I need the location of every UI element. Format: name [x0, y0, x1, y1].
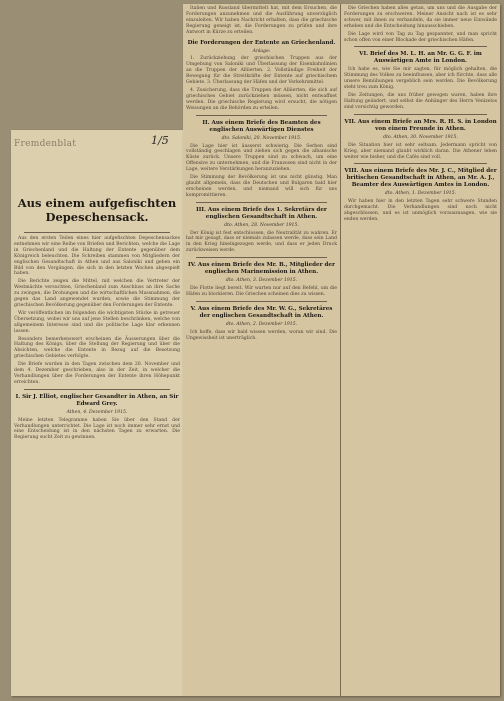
right-clipping: [183, 4, 500, 696]
section-date: dto. Athen, 3. Dezember 1915.: [225, 278, 298, 284]
body-text: Die Griechen haben alles getan, um uns und die Ausgabe der Forderungen zu erschweren. Meiner Ansicht nach ist es sehr schwer, mit ihnen zu verhandeln, da sie immer neue Einwände erheben und die Entscheidung hinausschieben.: [344, 6, 497, 29]
left-column: [11, 130, 183, 696]
masthead: Fremdenblat: [14, 139, 77, 149]
body-text: Italien und Russland übermittelt hat, mit dem Ersuchen, die Forderungen anzunehmen und die Ausführung unverzüglich einzuleiten. Wir haben Nachricht erhalten, dass die griechische Regierung geneigt ist, die Forderungen zu prüfen und ihre Antwort in Kürze zu erteilen.: [186, 6, 337, 35]
section-date: dto. Athen, 30. November 1915.: [383, 134, 458, 140]
section-heading: I. Sir J. Elliot, englischer Gesandter in Athen, an Sir Edward Grey.: [15, 393, 179, 407]
body-text: Die Lage hier ist äusserst schwierig. Die Serben sind vollständig geschlagen und ziehen sich gegen die albanische Küste zurück. Unsere Truppen sind zu schwach, um eine Offensive zu unternehmen, und die Franzosen sind nicht in der Lage, weitere Verstärkungen heranzuziehen.: [186, 143, 337, 173]
left-clipping: [11, 130, 183, 696]
body-text: Die Berichte zeigen die Mittel, mit welchen die Vertreter der Westmächte versuchten, Griechenland zum Anschluss an ihre Sache zu zwingen, die Drohungen und die wirtschaftlichen Massnahmen, die gegen das Land angewendet wurden, sowie die Stimmung der griechischen Bevölkerung gegenüber den Forderungen der Entente.: [14, 279, 180, 308]
body-text: Meine letzten Telegramme haben Sie über den Stand der Verhandlungen unterrichtet. Die Lage ist noch immer sehr ernst und eine Entscheidung ist in den nächsten Tagen zu erwarten. Die Regierung sucht Zeit zu gewinnen.: [14, 417, 180, 441]
section-heading: VI. Brief des M. L. H. an Mr. G. G. F. im Auswärtigen Amte in London.: [359, 51, 482, 65]
divider: [24, 232, 170, 233]
section-heading: III. Aus einem Briefe des 1. Sekretärs der englischen Gesandtschaft in Athen.: [196, 206, 327, 220]
section-heading: VIII. Aus einem Briefe des Mr. J. C., Mitglied der britischen Gesandtschaft in Athen, an Mr. A. J., Beamter des Auswärtigen Amtes in London.: [344, 168, 497, 189]
body-text: Die Zeitungen, die uns früher gewogen waren, haben ihre Haltung geändert, und selbst die Anhänger des Herrn Venizelos sind vorsichtig geworden.: [344, 93, 497, 110]
body-text: Ich habe es, wie Sie mir sagten, für möglich gehalten, die Stimmung des Volkes zu beeinflussen, aber ich fürchte, dass alle unsere Bemühungen vergeblich sein werden. Die Bevölkerung steht treu zum König.: [344, 67, 497, 91]
body-text: Aus den ersten Teilen eines hier aufgefischten Depeschensackes entnehmen wir eine Reihe von Briefen und Berichten, welche die Lage in Griechenland und die Haltung der Entente gegenüber dem Königreich beleuchten. Die Schreiben stammen von Mitgliedern der englischen Gesandtschaft in Athen und aus Saloniki und geben ein Bild von den Vorgängen, die sich in den letzten Wochen abgespielt haben.: [14, 236, 180, 277]
section-date: dto. Athen, 1. Dezember 1915.: [384, 191, 457, 197]
divider: [196, 202, 327, 203]
body-text: Wir haben hier in den letzten Tagen sehr schwere Stunden durchgemacht. Die Verhandlungen sind noch nicht abgeschlossen, und es ist unmöglich vorauszusagen, wie sie enden werden.: [344, 199, 497, 223]
body-text: Die Flotte liegt bereit. Wir warten nur auf den Befehl, um die Häfen zu blockieren. Die Griechen scheinen dies zu wissen.: [186, 286, 337, 297]
section-date: dto. Athen, 28. November 1915.: [224, 222, 299, 228]
body-text: Die Lage wird von Tag zu Tag gespannter, und man spricht schon offen von einer Blockade der griechischen Häfen.: [344, 31, 497, 43]
body-text: 1. Zurückziehung der griechischen Truppen aus der Umgebung von Saloniki und Überlassung der Eisenbahnlinien an die Truppen der Alliierten. 2. Vollständige Freiheit der Bewegung für die Streitkräfte der Entente auf griechischem Gebiete. 3. Überlassung der Häfen und der Verkehrsmittel.: [186, 56, 337, 86]
divider: [196, 115, 327, 116]
section-date: dto. Saloniki, 20. November 1915.: [221, 135, 302, 141]
section-date: dto. Athen, 2. Dezember 1915.: [225, 321, 298, 327]
body-text: Die Stimmung der Bevölkerung ist uns nicht günstig. Man glaubt allgemein, dass die Deutschen und Bulgaren bald hier erscheinen werden, und niemand will sich für uns kompromittieren.: [186, 175, 337, 198]
right-column-a: [183, 4, 341, 696]
body-text: Die Briefe wurden in den Tagen zwischen dem 20. November und dem 4. Dezember geschrieben, also in der Zeit, in welcher die Verhandlungen über die Forderungen der Entente ihren Höhepunkt erreichten.: [14, 362, 180, 385]
divider: [354, 46, 487, 47]
section-date: Athen, 4. Dezember 1915.: [66, 409, 128, 415]
divider: [196, 301, 327, 302]
section-heading: IV. Aus einem Briefe des Mr. B., Mitglieder der englischen Marinemission in Athen.: [188, 262, 335, 276]
section-heading: II. Aus einem Briefe des Beamten des englischen Auswärtigen Dienstes: [202, 119, 321, 133]
handwritten-note: 1/5: [151, 134, 169, 147]
body-text: Wir veröffentlichen im folgenden die wichtigsten Stücke in getreuer Übersetzung, wobei wir uns auf jene Stellen beschränken, welche von allgemeinem Interesse sind und die politische Lage klar erkennen lassen.: [14, 310, 180, 334]
divider: [354, 114, 487, 115]
body-text: Die Situation hier ist sehr seltsam. Jedermann spricht von Krieg, aber niemand glaubt wirklich daran. Die Athener leben weiter wie bisher, und die Cafés sind voll.: [344, 142, 497, 160]
article-title: Aus einem aufgefischten Depeschensack.: [17, 196, 177, 224]
body-text: 4. Zusicherung, dass die Truppen der Alliierten, die sich auf griechisches Gebiet zurückziehen müssen, nicht entwaffnet werden. Die griechische Regierung wird ersucht, die nötigen Weisungen an die Behörden zu erteilen.: [186, 87, 337, 111]
section-label: Anlage:: [252, 48, 271, 54]
section-heading: Die Forderungen der Entente an Griechenland.: [187, 39, 336, 46]
section-heading: V. Aus einem Briefe des Mr. W. G., Sekretäres der englischen Gesandtschaft in Athen.: [190, 305, 333, 319]
divider: [24, 389, 170, 390]
body-text: Der König ist fest entschlossen, die Neutralität zu wahren. Er hat mir gesagt, dass er niemals zulassen werde, dass sein Land in den Krieg hineingezogen werde, und dass er jeden Druck zurückweisen werde.: [186, 230, 337, 254]
divider: [196, 257, 327, 258]
body-text: Ich hoffe, dass wir bald wissen werden, woran wir sind. Die Ungewissheit ist unerträglich.: [186, 329, 337, 341]
body-text: Besonders bemerkenswert erscheinen die Äusserungen über die Haltung des Königs, über die Stellung der Regierung und über die Absichten, welche die Entente in Bezug auf die Besetzung griechischen Gebietes verfolgte.: [14, 336, 180, 360]
section-heading: VII. Aus einem Briefe an Mrs. R. H. S. in London von einem Freunde in Athen.: [344, 118, 497, 132]
right-column-b: [341, 4, 500, 696]
divider: [354, 163, 487, 164]
